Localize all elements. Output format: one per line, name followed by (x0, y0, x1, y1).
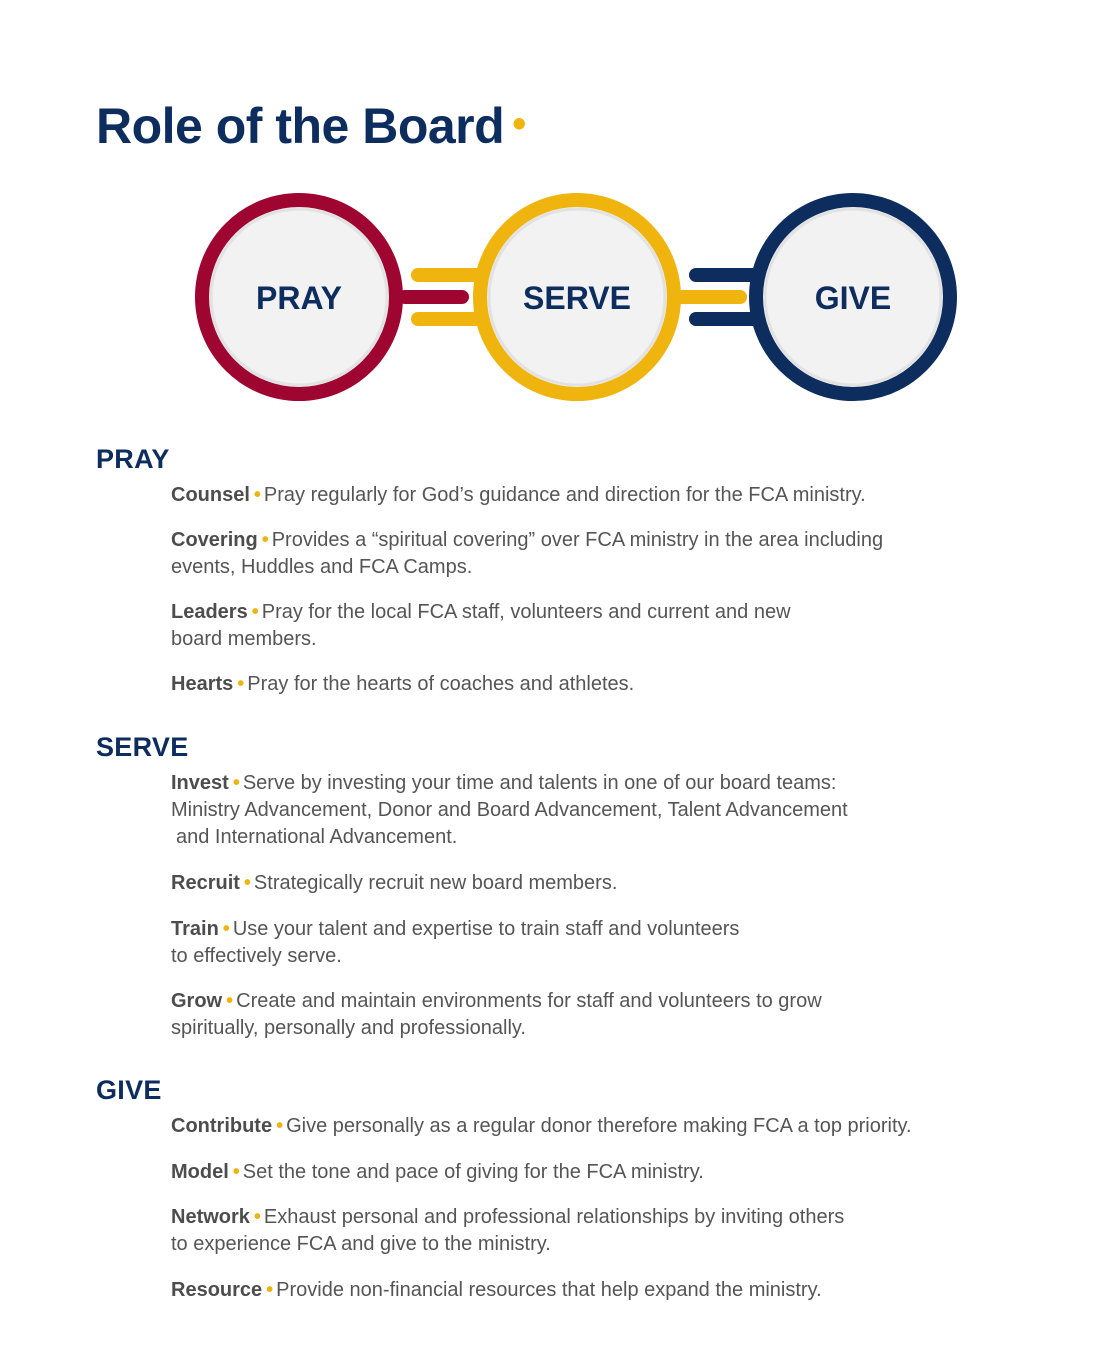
item-term: Counsel (171, 484, 250, 506)
item-term: Train (171, 918, 219, 940)
item-bullet-dot: • (222, 918, 230, 940)
give-circle-label: GIVE (814, 280, 892, 316)
give-section-heading: GIVE (96, 1075, 162, 1105)
connector-serve-give (682, 275, 756, 319)
item-term: Contribute (171, 1115, 273, 1137)
serve-item-list (96, 770, 1016, 1042)
list-item-recruit (171, 870, 1016, 897)
give-circle (756, 200, 950, 394)
item-description-cont: to experience FCA and give to the ministry. (171, 1233, 551, 1255)
item-description: Pray for the local FCA staff, volunteers and current and new (261, 601, 791, 623)
item-term: Grow (171, 990, 223, 1012)
item-bullet-dot: • (237, 673, 245, 695)
serve-circle (480, 200, 674, 394)
page-title-text: Role of the Board (96, 98, 505, 154)
list-item-counsel (171, 482, 1016, 509)
item-term: Hearts (171, 673, 234, 695)
item-term: Model (171, 1161, 229, 1183)
item-description: Provides a “spiritual covering” over FCA ministry in the area including (271, 529, 884, 551)
item-description: Exhaust personal and professional relationships by inviting others (263, 1206, 845, 1228)
item-description: Use your talent and expertise to train staff and volunteers (232, 918, 740, 940)
pray-circle (202, 200, 396, 394)
serve-circle-label: SERVE (523, 280, 631, 316)
item-description: Pray for the hearts of coaches and athletes. (247, 673, 635, 695)
item-bullet-dot: • (253, 1206, 261, 1228)
item-description: Provide non-financial resources that help expand the ministry. (276, 1279, 822, 1301)
item-bullet-dot: • (276, 1115, 284, 1137)
list-item-covering (171, 527, 1016, 581)
pray-section (96, 444, 1016, 698)
serve-section-heading: SERVE (96, 732, 189, 762)
list-item-train (171, 916, 1016, 970)
pray-item-list (96, 482, 1016, 698)
item-description: Give personally as a regular donor therefore making FCA a top priority. (286, 1115, 912, 1137)
item-bullet-dot: • (266, 1279, 274, 1301)
connector-pray-serve (405, 275, 478, 319)
item-description-cont: Ministry Advancement, Donor and Board Advancement, Talent Advancement (171, 799, 848, 821)
item-description-cont-2: and International Advancement. (176, 826, 458, 848)
title-bullet-dot: • (512, 102, 526, 146)
list-item-invest (171, 770, 1016, 851)
item-term: Recruit (171, 872, 240, 894)
item-description-cont: events, Huddles and FCA Camps. (171, 556, 473, 578)
item-description-cont: to effectively serve. (171, 945, 342, 967)
item-description: Strategically recruit new board members. (253, 872, 618, 894)
list-item-resource (171, 1277, 1016, 1304)
item-term: Network (171, 1206, 250, 1228)
give-section (96, 1075, 1016, 1304)
item-bullet-dot: • (261, 529, 269, 551)
item-description-cont: spiritually, personally and professionally. (171, 1017, 526, 1039)
list-item-leaders (171, 599, 1016, 653)
item-bullet-dot: • (253, 484, 261, 506)
item-bullet-dot: • (232, 772, 240, 794)
item-description: Create and maintain environments for staff and volunteers to grow (236, 990, 822, 1012)
give-item-list (96, 1113, 1016, 1304)
pray-circle-label: PRAY (256, 280, 342, 316)
item-description: Pray regularly for God’s guidance and direction for the FCA ministry. (263, 484, 866, 506)
item-bullet-dot: • (226, 990, 234, 1012)
serve-section (96, 732, 1016, 1042)
item-description: Serve by investing your time and talents in one of our board teams: (242, 772, 837, 794)
item-description: Set the tone and pace of giving for the FCA ministry. (242, 1161, 704, 1183)
list-item-model (171, 1159, 1016, 1186)
list-item-hearts (171, 671, 1016, 698)
pray-section-heading: PRAY (96, 444, 170, 474)
item-term: Invest (171, 772, 229, 794)
item-term: Covering (171, 529, 258, 551)
list-item-contribute (171, 1113, 1016, 1140)
item-term: Resource (171, 1279, 263, 1301)
list-item-network (171, 1204, 1016, 1258)
item-bullet-dot: • (251, 601, 259, 623)
item-bullet-dot: • (243, 872, 251, 894)
item-description-cont: board members. (171, 628, 317, 650)
list-item-grow (171, 988, 1016, 1042)
item-term: Leaders (171, 601, 248, 623)
item-bullet-dot: • (232, 1161, 240, 1183)
